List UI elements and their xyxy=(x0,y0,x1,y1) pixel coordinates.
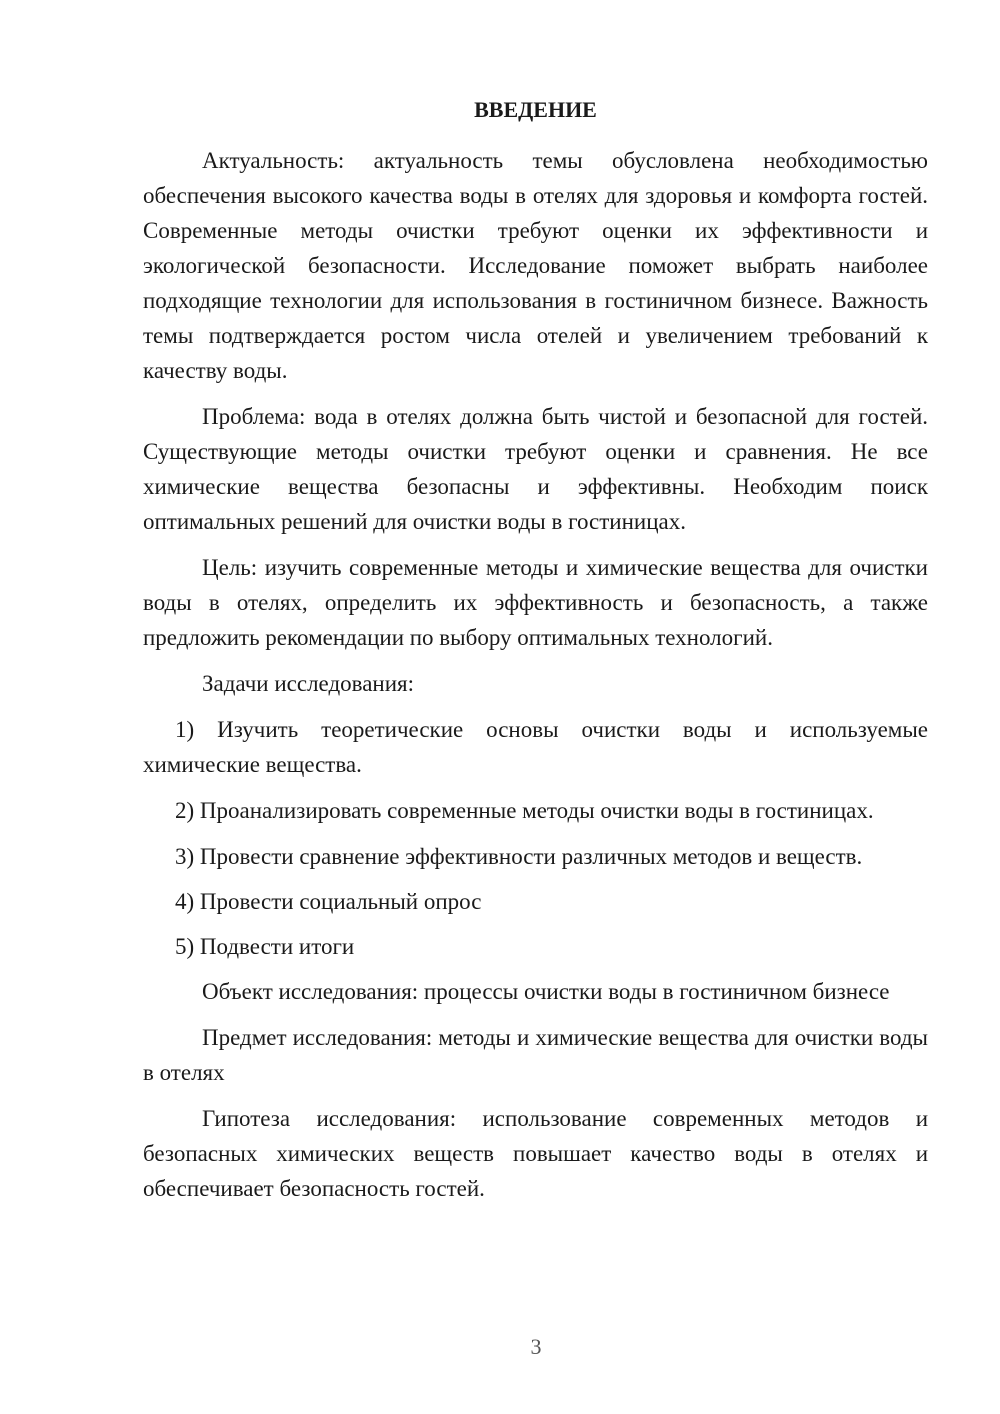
relevance-paragraph: Актуальность: актуальность темы обусловлена необходимостью обеспечения высокого качества воды в отелях для здоровья и комфорта гостей. Современные методы очистки требуют оценки их эффективности и экологической безопасности. Исследование поможет выбрать наиболее подходящие технологии для использования в гостиничном бизнесе. Важность темы подтверждается ростом числа отелей и увеличением требований к качеству воды. xyxy=(143,148,928,383)
problem-paragraph: Проблема: вода в отелях должна быть чистой и безопасной для гостей. Существующие методы очистки требуют оценки и сравнения. Не все химические вещества безопасны и эффективны. Необходим поиск оптимальных решений для очистки воды в гостиницах. xyxy=(143,404,928,534)
subject-paragraph: Предмет исследования: методы и химические вещества для очистки воды в отелях xyxy=(143,1025,928,1085)
task-item-1: 1) Изучить теоретические основы очистки воды и используемые химические вещества. xyxy=(143,717,928,777)
tasks-heading: Задачи исследования: xyxy=(202,671,415,696)
page-content xyxy=(143,95,928,1217)
goal-paragraph: Цель: изучить современные методы и химические вещества для очистки воды в отелях, определить их эффективность и безопасность, а также предложить рекомендации по выбору оптимальных технологий. xyxy=(143,555,928,650)
section-title: ВВЕДЕНИЕ xyxy=(474,97,597,122)
task-item-4: 4) Провести социальный опрос xyxy=(175,889,482,914)
task-item-2: 2) Проанализировать современные методы очистки воды в гостиницах. xyxy=(175,798,874,823)
hypothesis-paragraph: Гипотеза исследования: использование современных методов и безопасных химических веществ повышает качество воды в отелях и обеспечивает безопасность гостей. xyxy=(143,1106,928,1201)
object-paragraph: Объект исследования: процессы очистки воды в гостиничном бизнесе xyxy=(202,979,890,1004)
task-item-5: 5) Подвести итоги xyxy=(175,934,355,959)
task-item-3: 3) Провести сравнение эффективности различных методов и веществ. xyxy=(175,844,863,869)
page-number: 3 xyxy=(530,1334,542,1359)
